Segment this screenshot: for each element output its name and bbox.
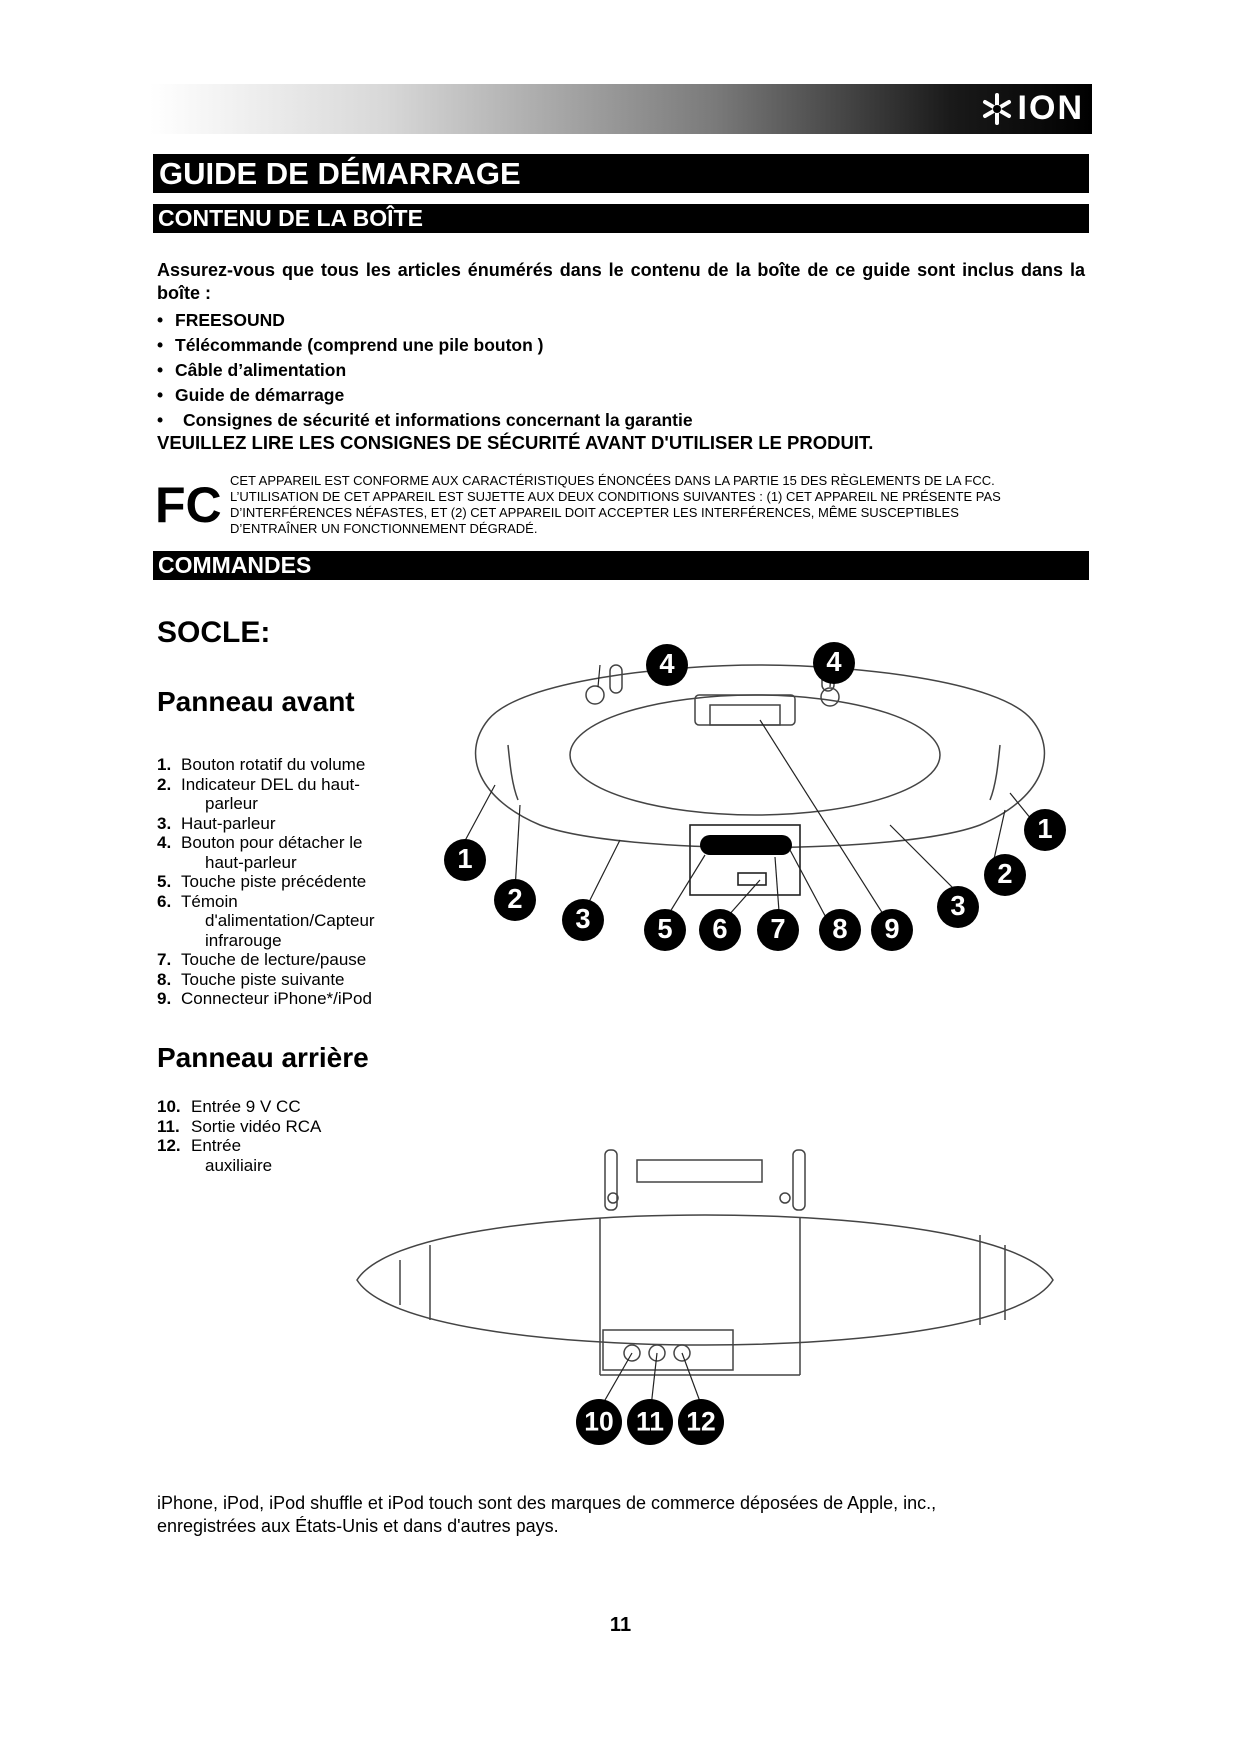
callout-label: 11 (636, 1406, 664, 1437)
trademark-notice: iPhone, iPod, iPod shuffle et iPod touch sont des marques de commerce déposées de Apple, inc., enregistrées aux États-Unis et dans d'autres pays. (157, 1493, 937, 1536)
list-item: 4. Bouton pour détacher le haut-parleur (157, 833, 363, 872)
fcc-logo (155, 478, 223, 528)
front-panel-list (157, 755, 405, 1009)
callout-label: 4 (659, 647, 675, 679)
callout-badge (576, 1399, 622, 1445)
callout-label: 3 (575, 902, 591, 934)
callout-label: 1 (1037, 812, 1053, 844)
rear-leader-lines (601, 1353, 702, 1407)
callout-badge (494, 879, 536, 921)
rear-speaker-outline (357, 1215, 1053, 1345)
list-item: • Guide de démarrage (157, 385, 345, 405)
list-item: 8. Touche piste suivante (157, 969, 345, 989)
fcc-line: D’ENTRAÎNER UN FONCTIONNEMENT DÉGRADÉ. (230, 521, 538, 536)
header-gradient-bar (150, 84, 1092, 134)
list-item: 3. Haut-parleur (157, 813, 276, 833)
rear-jack-panel (603, 1330, 733, 1370)
list-item: • Consignes de sécurité et informations concernant la garantie (157, 410, 693, 430)
callout-label: 1 (457, 842, 473, 874)
callout-badge (627, 1399, 673, 1445)
section-heading-box-contents: CONTENU DE LA BOÎTE (153, 204, 1089, 233)
fcc-line: L’UTILISATION DE CET APPAREIL EST SUJETTE AUX DEUX CONDITIONS SUIVANTES : (1) CET APPAREIL NE PRÉSENTE PAS (230, 489, 1001, 504)
list-item: 7. Touche de lecture/pause (157, 950, 367, 969)
brand-logo (982, 89, 1084, 128)
list-item: 5. Touche piste précédente (157, 872, 367, 891)
page-number: 11 (609, 1614, 632, 1636)
callout-badge (813, 642, 855, 684)
callout-label: 5 (657, 912, 673, 944)
callout-badge (871, 909, 913, 951)
rear-panel-title: Panneau arrière (157, 1042, 369, 1073)
list-item: • Télécommande (comprend une pile bouton ) (157, 335, 544, 355)
callout-label: 4 (826, 645, 842, 677)
asterisk-icon (982, 92, 1012, 126)
list-item: 9. Connecteur iPhone*/iPod (157, 989, 372, 1008)
callout-badge (984, 854, 1026, 896)
fcc-line: D’INTERFÉRENCES NÉFASTES, ET (2) CET APPAREIL DOIT ACCEPTER LES INTERFÉRENCES, MÊME SUSCEPTIBLES (230, 505, 959, 520)
rear-post-right (793, 1150, 805, 1210)
list-item: • Câble d’alimentation (157, 360, 347, 380)
intro-paragraph: Assurez-vous que tous les articles énumérés dans le contenu de la boîte de ce guide sont inclus dans la boîte : (157, 260, 1085, 303)
box-contents-list (157, 308, 693, 433)
callout-badge (699, 909, 741, 951)
callout-label: 10 (584, 1406, 614, 1437)
callout-label: 9 (884, 912, 900, 944)
list-item: 1. Bouton rotatif du volume (157, 755, 366, 774)
brand-name: ION (1017, 89, 1084, 127)
svg-text:FC: FC (155, 478, 222, 528)
callout-badge (1024, 809, 1066, 851)
list-item: 6. Témoin d'alimentation/Capteur infrarouge (157, 891, 375, 950)
rear-panel-list (157, 1097, 321, 1175)
callout-label: 7 (770, 912, 786, 944)
list-item: 2. Indicateur DEL du haut- parleur (157, 774, 360, 813)
callout-label: 2 (507, 882, 523, 914)
fcc-statement (230, 473, 1080, 537)
safety-warning: VEUILLEZ LIRE LES CONSIGNES DE SÉCURITÉ AVANT D'UTILISER LE PRODUIT. (157, 432, 874, 453)
callout-label: 8 (832, 912, 848, 944)
rear-post-left (605, 1150, 617, 1210)
callout-badge (644, 909, 686, 951)
callout-badge (562, 899, 604, 941)
callout-label: 3 (950, 889, 966, 921)
rear-panel-diagram (345, 1130, 1065, 1450)
control-led-strip (700, 835, 792, 855)
callout-label: 12 (686, 1406, 716, 1437)
callout-label: 2 (997, 857, 1013, 889)
fcc-line: CET APPAREIL EST CONFORME AUX CARACTÉRISTIQUES ÉNONCÉES DANS LA PARTIE 15 DES RÈGLEMENTS DE LA FCC. (230, 473, 995, 488)
list-item: 12. Entrée auxiliaire (157, 1136, 273, 1175)
callout-badge (937, 886, 979, 928)
front-panel-callouts (420, 625, 1100, 970)
section-heading-controls: COMMANDES (153, 551, 1089, 580)
callout-badge (757, 909, 799, 951)
callout-badge (646, 644, 688, 686)
callout-label: 6 (712, 912, 728, 944)
list-item: 11. Sortie vidéo RCA (157, 1116, 322, 1136)
callout-badge (819, 909, 861, 951)
page-title: GUIDE DE DÉMARRAGE (153, 154, 1089, 193)
callout-badge (444, 839, 486, 881)
front-panel-title: Panneau avant (157, 686, 355, 717)
list-item: • FREESOUND (157, 310, 285, 330)
list-item: 10. Entrée 9 V CC (157, 1097, 301, 1116)
socle-heading: SOCLE: (157, 616, 271, 649)
callout-badge (678, 1399, 724, 1445)
